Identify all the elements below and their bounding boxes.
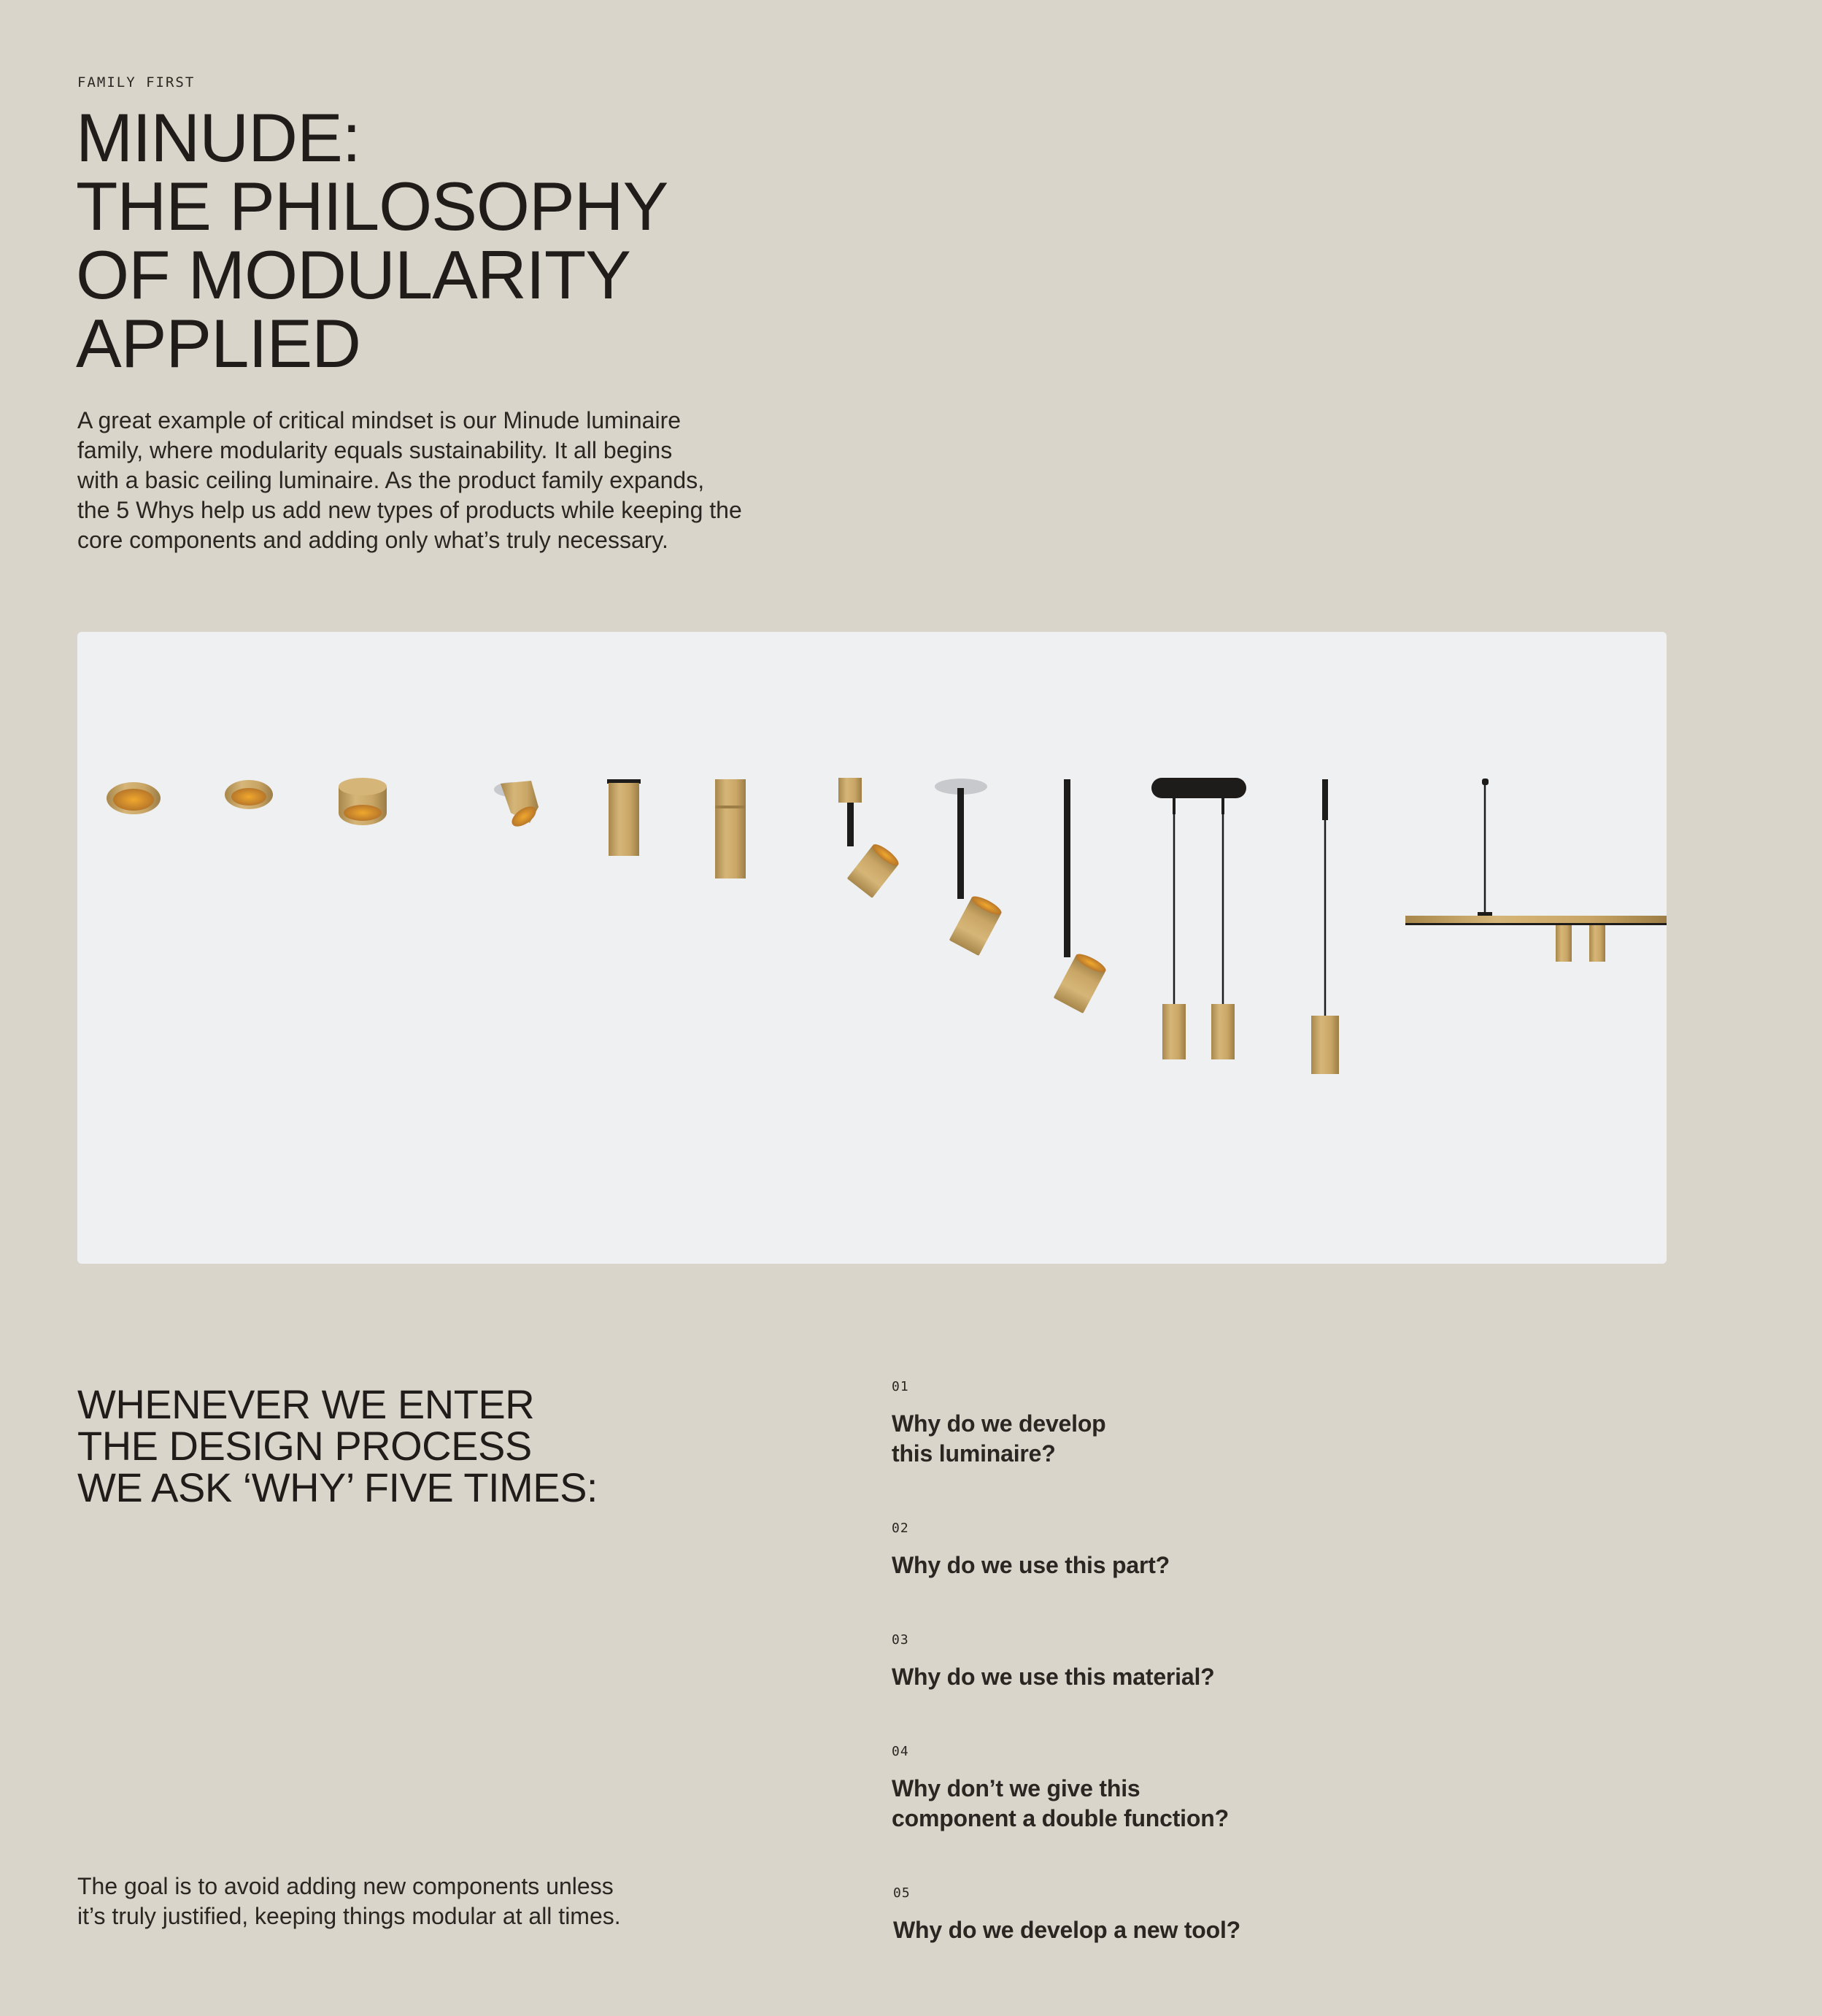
why-number: 01 <box>892 1379 909 1394</box>
luminaire-recessed-small <box>107 782 161 814</box>
intro-paragraph <box>77 406 822 555</box>
why-question-line: Why do we use this part? <box>892 1552 1170 1578</box>
intro-line: the 5 Whys help us add new types of products while keeping the <box>77 497 742 523</box>
luminaire-surface-long <box>715 779 746 878</box>
why-item <box>892 1379 1548 1469</box>
title-line: MINUDE: <box>76 99 360 176</box>
goal-line: The goal is to avoid adding new components unless <box>77 1873 614 1899</box>
why-number: 03 <box>892 1632 909 1648</box>
why-number: 02 <box>892 1521 909 1536</box>
why-question-line: Why do we use this material? <box>892 1664 1215 1690</box>
why-question-line: Why do we develop a new tool? <box>893 1917 1241 1943</box>
title-line: APPLIED <box>76 305 361 382</box>
section-heading <box>77 1383 598 1508</box>
intro-line: core components and adding only what’s truly necessary. <box>77 527 668 553</box>
section-heading-line: THE DESIGN PROCESS <box>77 1423 532 1469</box>
section-heading-line: WE ASK ‘WHY’ FIVE TIMES: <box>77 1464 598 1510</box>
luminaire-single-pendant <box>1311 779 1339 1074</box>
intro-line: family, where modularity equals sustainability. It all begins <box>77 437 673 463</box>
goal-paragraph <box>77 1872 621 1931</box>
why-question <box>892 1774 1548 1834</box>
luminaire-semi-recessed <box>339 778 387 825</box>
luminaire-tilted-recessed <box>494 781 539 830</box>
why-question-line: component a double function? <box>892 1805 1229 1831</box>
why-question <box>892 1662 1548 1692</box>
luminaire-spot-long-stem <box>1054 779 1108 1013</box>
goal-line: it’s truly justified, keeping things modular at all times. <box>77 1903 621 1929</box>
why-number: 04 <box>892 1744 909 1759</box>
why-number: 05 <box>893 1885 911 1901</box>
luminaire-spot-short-stem <box>838 778 901 898</box>
intro-line: A great example of critical mindset is our Minude luminaire <box>77 407 682 433</box>
why-question-line: this luminaire? <box>892 1440 1056 1467</box>
luminaire-spot-medium-stem <box>935 779 1004 956</box>
why-item <box>892 1744 1548 1834</box>
why-item <box>892 1632 1548 1692</box>
page-title <box>76 99 668 382</box>
why-question <box>893 1915 1550 1945</box>
luminaire-surface-short <box>607 779 641 856</box>
why-question <box>892 1550 1548 1580</box>
why-question <box>892 1409 1548 1469</box>
luminaire-recessed-trimless <box>225 780 273 809</box>
luminaire-double-pendant <box>1151 778 1246 1059</box>
title-line: THE PHILOSOPHY <box>76 168 668 244</box>
luminaire-linear-suspension <box>1405 779 1667 962</box>
why-item <box>892 1521 1548 1580</box>
why-item <box>893 1885 1550 1945</box>
luminaire-family-image <box>77 632 1667 1264</box>
why-question-line: Why do we develop <box>892 1410 1106 1437</box>
why-question-line: Why don’t we give this <box>892 1775 1140 1801</box>
eyebrow-label: FAMILY FIRST <box>77 74 196 90</box>
title-line: OF MODULARITY <box>76 236 630 313</box>
luminaire-family-illustration <box>77 632 1667 1264</box>
intro-line: with a basic ceiling luminaire. As the product family expands, <box>77 467 705 493</box>
section-heading-line: WHENEVER WE ENTER <box>77 1381 535 1427</box>
